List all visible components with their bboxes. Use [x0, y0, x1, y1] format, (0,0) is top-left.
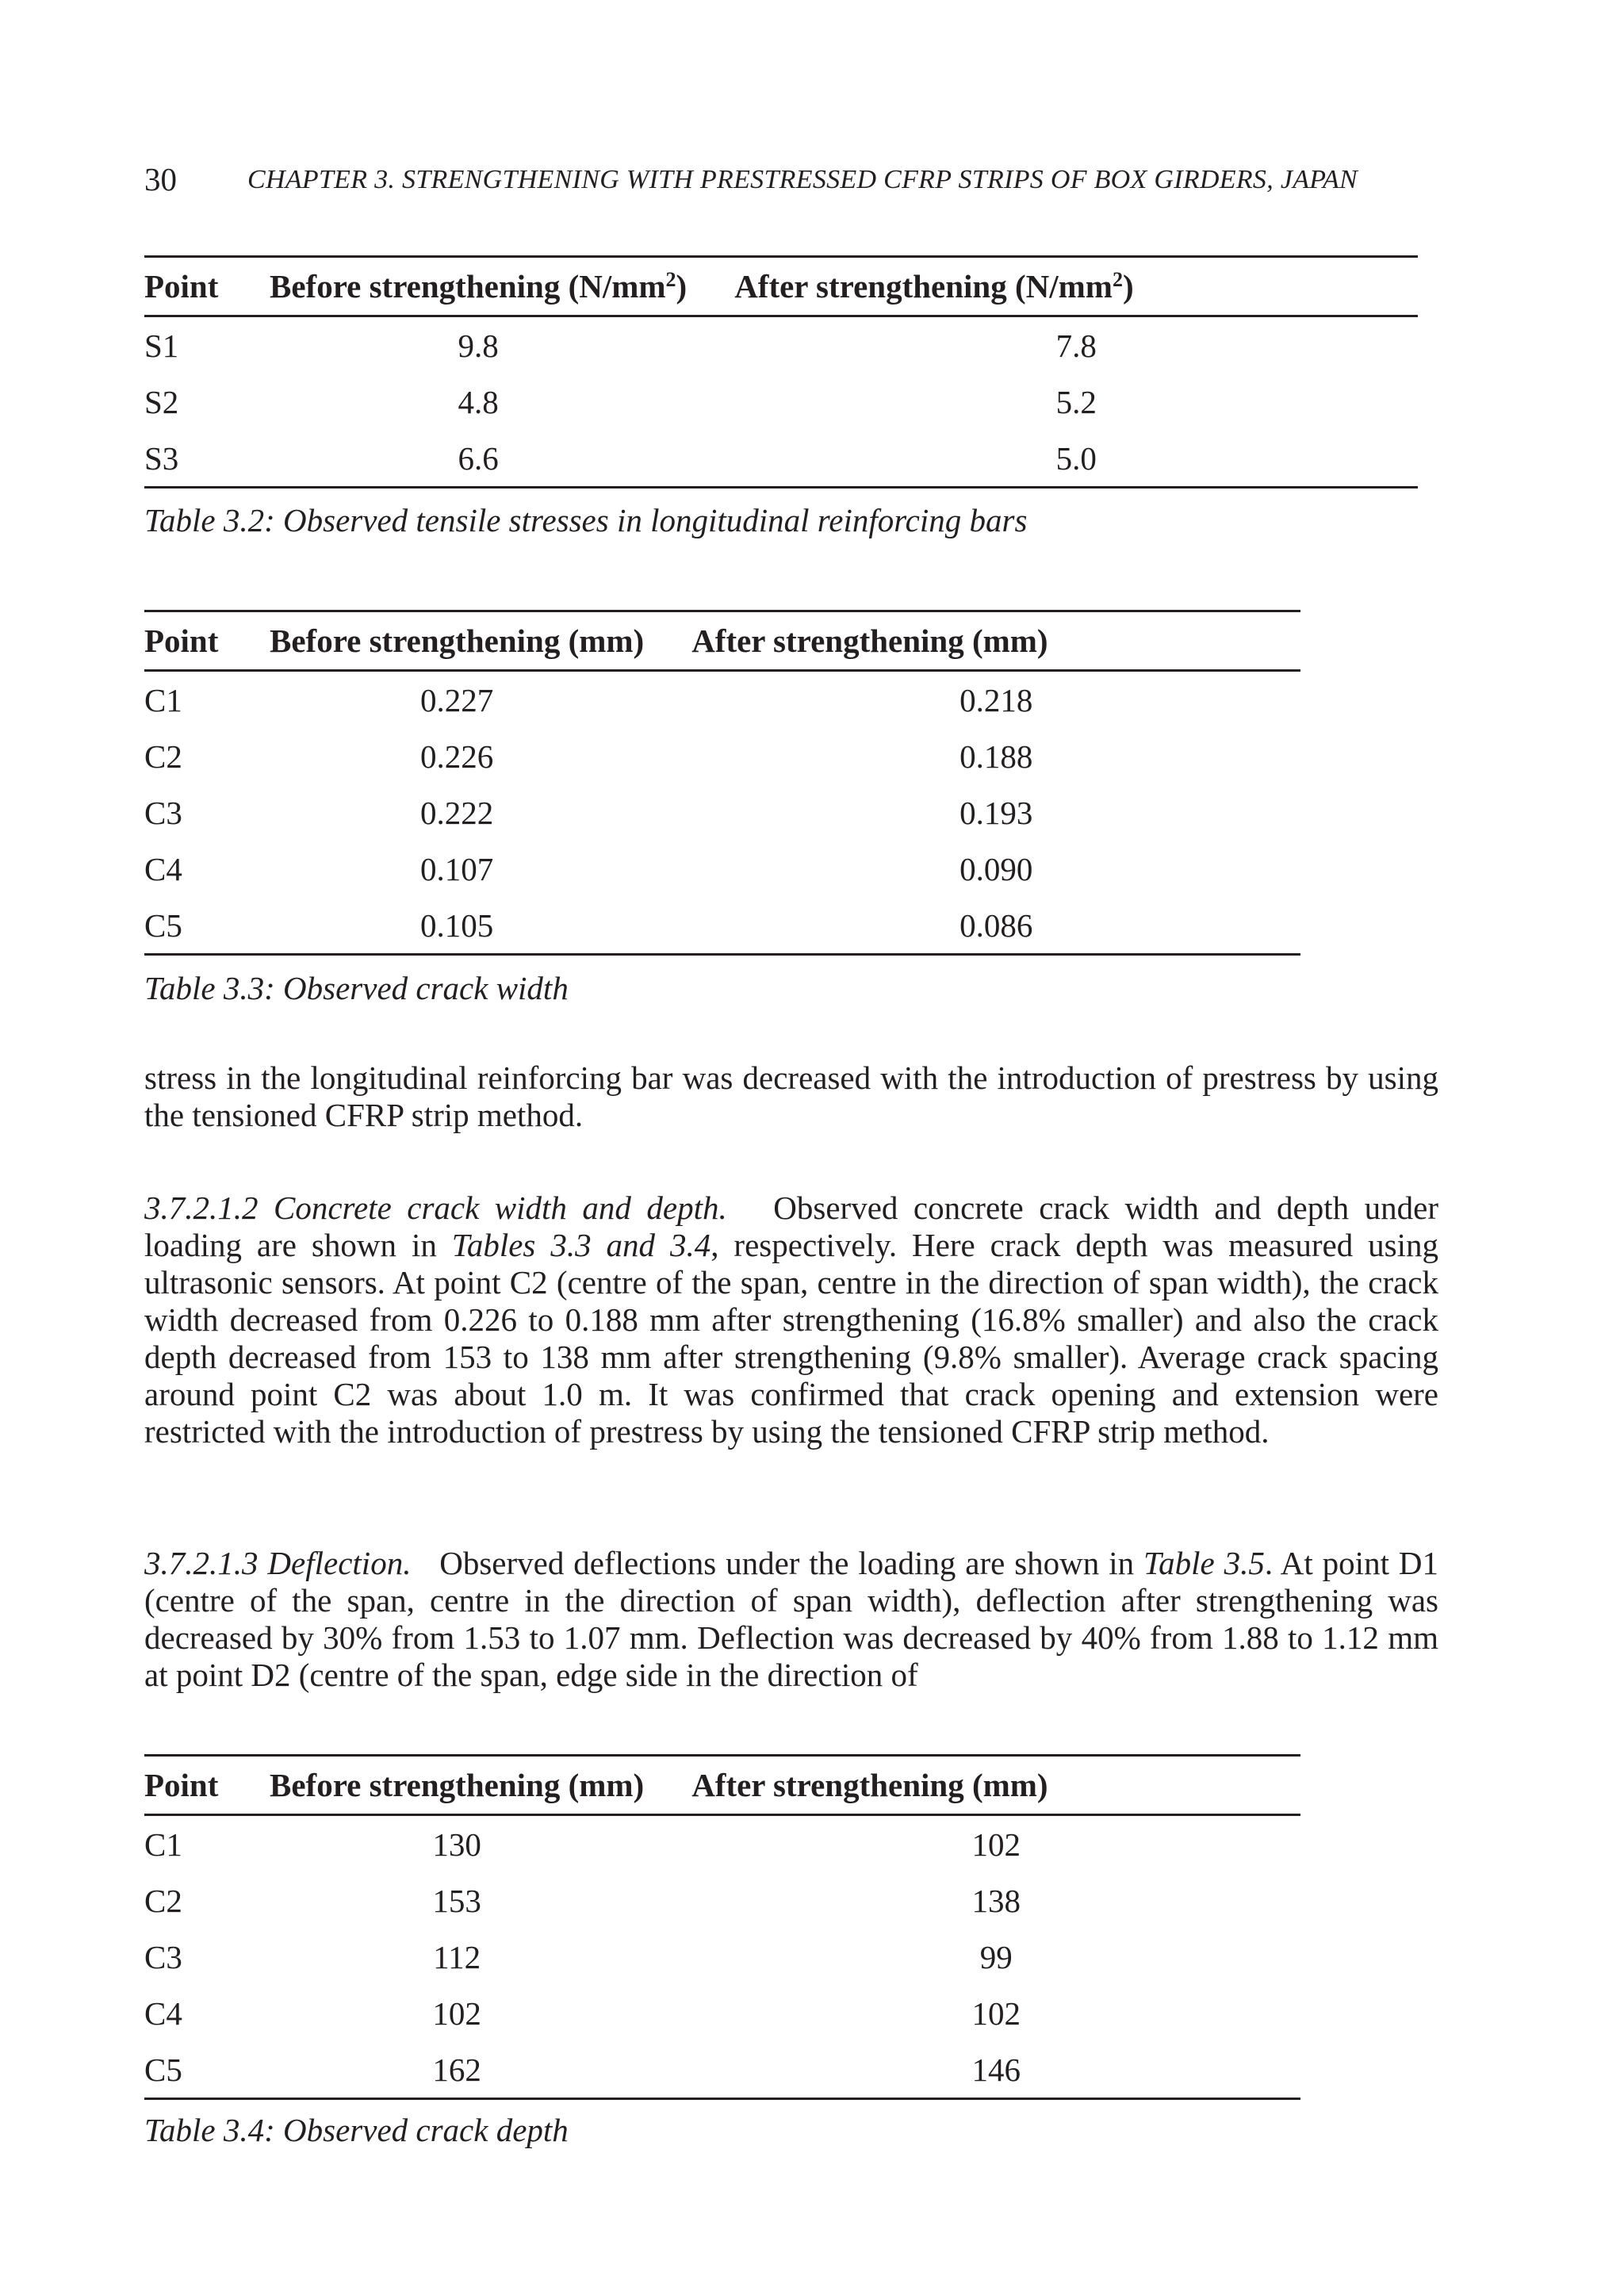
body-paragraph: 3.7.2.1.3 Deflection. Observed deflections under the loading are shown in Table 3.5. At point D1 (centre of the span, centre in the direction of span width), deflection after strengthening was decreased by 30% from 1.53 to 1.07 mm. Deflection was decreased by 40% from 1.88 to 1.12 mm at point D2 (centre of the span, edge side in the direction of: [144, 1545, 1438, 1693]
cell-after: 0.188: [959, 737, 1033, 775]
cell-after: 0.090: [959, 850, 1033, 887]
header-after: After strengthening (mm): [644, 1756, 1300, 1815]
cell-after: 102: [971, 1826, 1021, 1863]
table-row: [144, 1985, 1300, 2041]
cell-before: 130: [432, 1826, 481, 1863]
cell-after: 5.0: [687, 430, 1418, 488]
section-heading: 3.7.2.1.2 Concrete crack width and depth.: [144, 1190, 727, 1226]
section-heading: 3.7.2.1.3 Deflection.: [144, 1545, 412, 1581]
table-row: [144, 841, 1300, 897]
cell-before: 162: [270, 2041, 644, 2099]
cell-before: 112: [433, 1938, 481, 1975]
table-3-2: [144, 255, 1418, 488]
cell-point: C1: [144, 681, 182, 718]
cell-before: 0.226: [419, 737, 494, 775]
table-caption: Table 3.4: Observed crack depth: [144, 2112, 569, 2148]
cell-after: 7.8: [1055, 327, 1097, 364]
header-before: Before strengthening (mm): [270, 611, 644, 671]
cell-after: 102: [971, 1994, 1021, 2032]
table-header-row: [144, 257, 1418, 316]
table-row: [144, 316, 1418, 374]
cell-before: 6.6: [270, 430, 687, 488]
table-reference: Table 3.5: [1143, 1545, 1265, 1581]
table-header-row: [144, 611, 1300, 671]
cell-before: 0.105: [270, 897, 644, 955]
table-row: [144, 1929, 1300, 1985]
cell-after: 0.193: [959, 794, 1033, 831]
header-before: Before strengthening $(N/mm^2)$: [270, 257, 687, 316]
cell-before: 4.8: [458, 383, 499, 420]
header-after: After strengthening $(N/mm^2)$: [687, 257, 1418, 316]
cell-before: 0.222: [419, 794, 494, 831]
cell-point: C1: [144, 1826, 182, 1863]
table-header-row: [144, 1756, 1300, 1815]
running-header: [144, 160, 1438, 200]
table-caption: Table 3.2: Observed tensile stresses in longitudinal reinforcing bars: [144, 502, 1028, 538]
table-row: [144, 728, 1300, 784]
table-row: [144, 1815, 1300, 1873]
cell-after: 99: [979, 1938, 1013, 1975]
table-row: [144, 784, 1300, 841]
cell-before: 0.227: [419, 681, 494, 718]
cell-before: 153: [432, 1882, 481, 1919]
cell-point: C5: [144, 897, 270, 955]
table-row: [144, 374, 1418, 430]
cell-point: S3: [144, 430, 270, 488]
running-head: CHAPTER 3. STRENGTHENING WITH PRESTRESSED CFRP STRIPS OF BOX GIRDERS, JAPAN: [247, 165, 1358, 194]
body-paragraph: stress in the longitudinal reinforcing bar was decreased with the introduction of prestress by using the tensioned CFRP strip method.: [144, 1059, 1438, 1133]
table-3-4: [144, 1754, 1300, 2100]
cell-after: 138: [971, 1882, 1021, 1919]
cell-point: C4: [144, 850, 182, 887]
cell-point: C2: [144, 737, 182, 775]
header-before: Before strengthening (mm): [270, 1756, 644, 1815]
cell-point: C4: [144, 1994, 182, 2032]
cell-before: 9.8: [458, 327, 499, 364]
body-paragraph: 3.7.2.1.2 Concrete crack width and depth. Observed concrete crack width and depth under loading are shown in Tables 3.3 and 3.4, respectively. Here crack depth was measured using ultrasonic sensors. At point C2 (centre of the span, centre in the direction of span width), the crack width decreased from 0.226 to 0.188 mm after strengthening (16.8% smaller) and also the crack depth decreased from 153 to 138 mm after strengthening (9.8% smaller). Average crack spacing around point C2 was about 1.0 m. It was confirmed that crack opening and extension were restricted with the introduction of prestress by using the tensioned CFRP strip method.: [144, 1190, 1438, 1450]
cell-point: C3: [144, 794, 182, 831]
header-point: Point: [144, 1756, 270, 1815]
table-reference: Tables 3.3 and 3.4: [451, 1227, 711, 1263]
cell-point: C5: [144, 2041, 270, 2099]
cell-after: 5.2: [1055, 383, 1097, 420]
table-row: [144, 430, 1418, 488]
cell-before: 102: [432, 1994, 481, 2032]
table-row: [144, 1872, 1300, 1929]
cell-point: S1: [144, 327, 179, 364]
cell-after: 146: [644, 2041, 1300, 2099]
page-number: 30: [144, 161, 177, 197]
header-after: After strengthening (mm): [644, 611, 1300, 671]
table-caption: Table 3.3: Observed crack width: [144, 970, 569, 1006]
table-row: [144, 2041, 1300, 2099]
cell-point: S2: [144, 383, 179, 420]
cell-before: 0.107: [419, 850, 494, 887]
cell-after: 0.086: [644, 897, 1300, 955]
table-row: [144, 671, 1300, 729]
header-point: Point: [144, 611, 270, 671]
header-point: Point: [144, 257, 270, 316]
cell-point: C2: [144, 1882, 182, 1919]
cell-after: 0.218: [959, 681, 1033, 718]
cell-point: C3: [144, 1938, 182, 1975]
table-3-3: [144, 610, 1300, 956]
table-row: [144, 897, 1300, 955]
